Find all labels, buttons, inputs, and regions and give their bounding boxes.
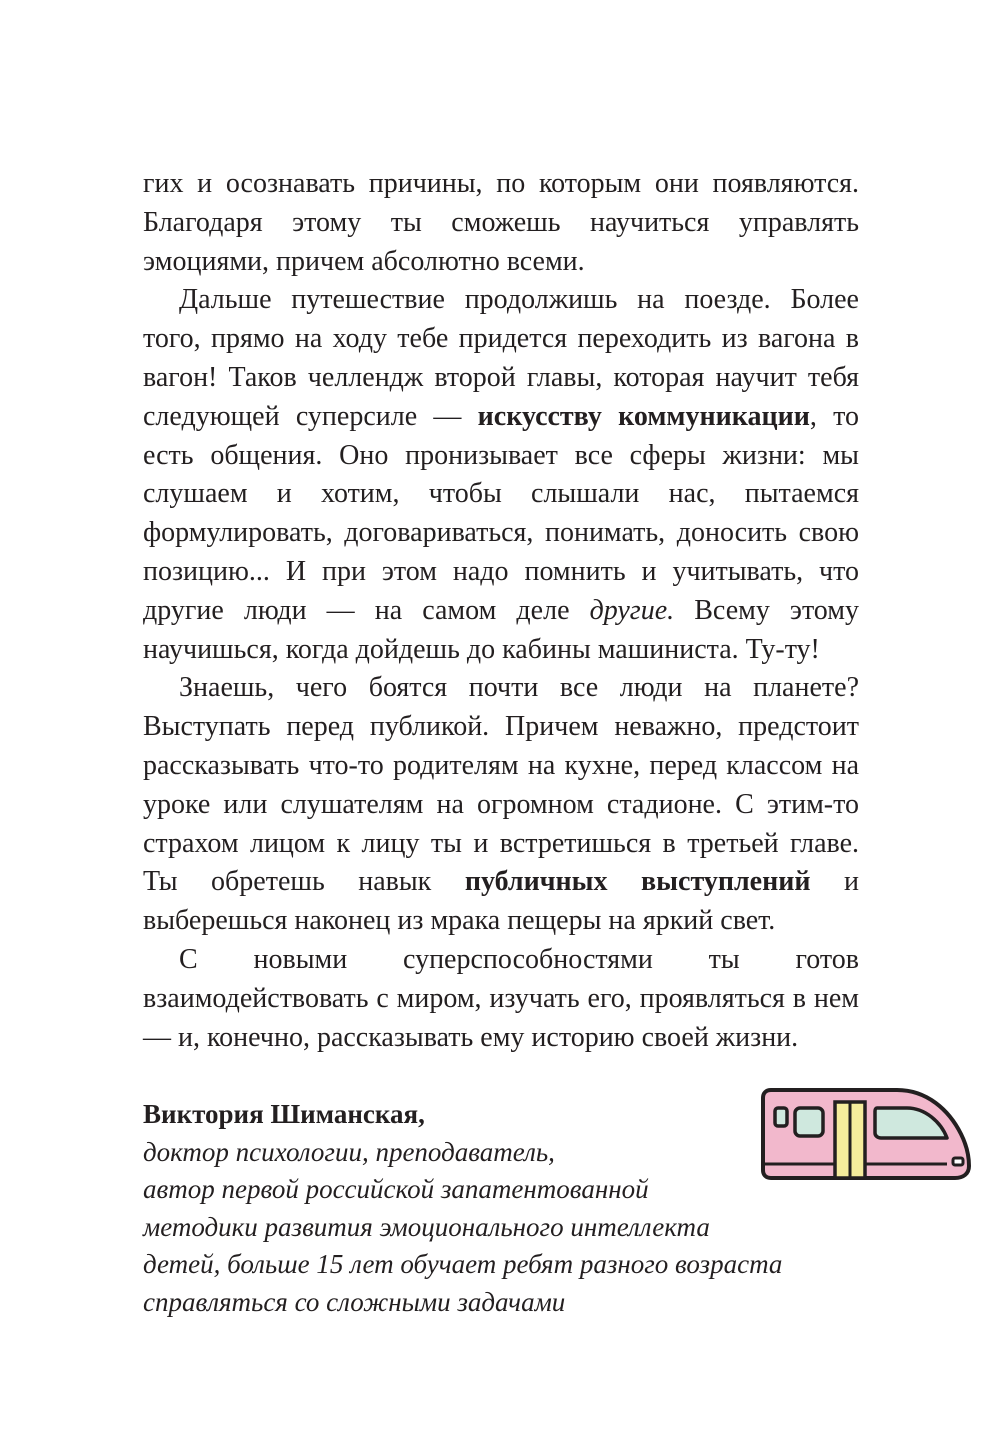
train-icon <box>757 1082 975 1189</box>
train-small-window <box>775 1108 787 1126</box>
text-run: Всему этому научишься, когда дойдешь до кабины машиниста. Ту-ту! <box>143 594 859 665</box>
train-window <box>795 1108 823 1136</box>
author-description-line: доктор психологии, преподаватель, <box>143 1136 555 1167</box>
bold-phrase: публичных выступлений <box>464 866 811 898</box>
text-run: Дальше путешествие продолжишь на поезде. Более того, прямо на ходу тебе придется переходить из вагона в вагон! Таков челлендж второй главы, которая научит тебя следующей суперсиле — <box>143 284 859 432</box>
text-run: Знаешь, чего боятся почти все люди на планете? Выступать перед публикой. Причем неважно, предстоит рассказывать что-то родителям на кухне, перед классом на уроке или слушателям на огромном стадионе. С этим-то страхом лицом к лицу ты и встретишься в третьей главе. Ты обретешь навык <box>143 672 859 898</box>
author-description-line: детей, больше 15 лет обучает ребят разного возраста <box>143 1249 783 1279</box>
paragraph <box>143 281 859 669</box>
italic-word: другие. <box>589 594 675 626</box>
paragraph: гих и осознавать причины, по которым они появляются. Благодаря этому ты сможешь научиться управлять эмоциями, причем абсолютно всеми. <box>143 168 859 277</box>
text-run: и выберешься наконец из мрака пещеры на яркий свет. <box>143 866 860 937</box>
paragraph <box>143 669 859 941</box>
author-description-line: справляться со сложными задачами <box>143 1286 566 1317</box>
author-description-line: автор первой российской запатентованной <box>143 1174 649 1204</box>
text-run: , то есть общения. Оно пронизывает все сферы жизни: мы слушаем и хотим, чтобы слышали нас, пытаемся формулировать, договариваться, понимать, доносить свою позицию... И при этом надо помнить и учитывать, что другие люди — на самом деле <box>143 400 859 626</box>
main-text <box>143 165 859 1057</box>
paragraph: С новыми суперспособностями ты готов взаимодействовать с миром, изучать его, проявляться в нем — и, конечно, рассказывать ему историю своей жизни. <box>143 943 859 1053</box>
author-description-line: методики развития эмоционального интеллекта <box>143 1211 710 1242</box>
train-light <box>953 1158 963 1165</box>
author-name: Виктория Шиманская, <box>143 1099 425 1129</box>
bold-phrase: искусству коммуникации <box>477 400 810 432</box>
author-signature <box>143 1096 863 1321</box>
